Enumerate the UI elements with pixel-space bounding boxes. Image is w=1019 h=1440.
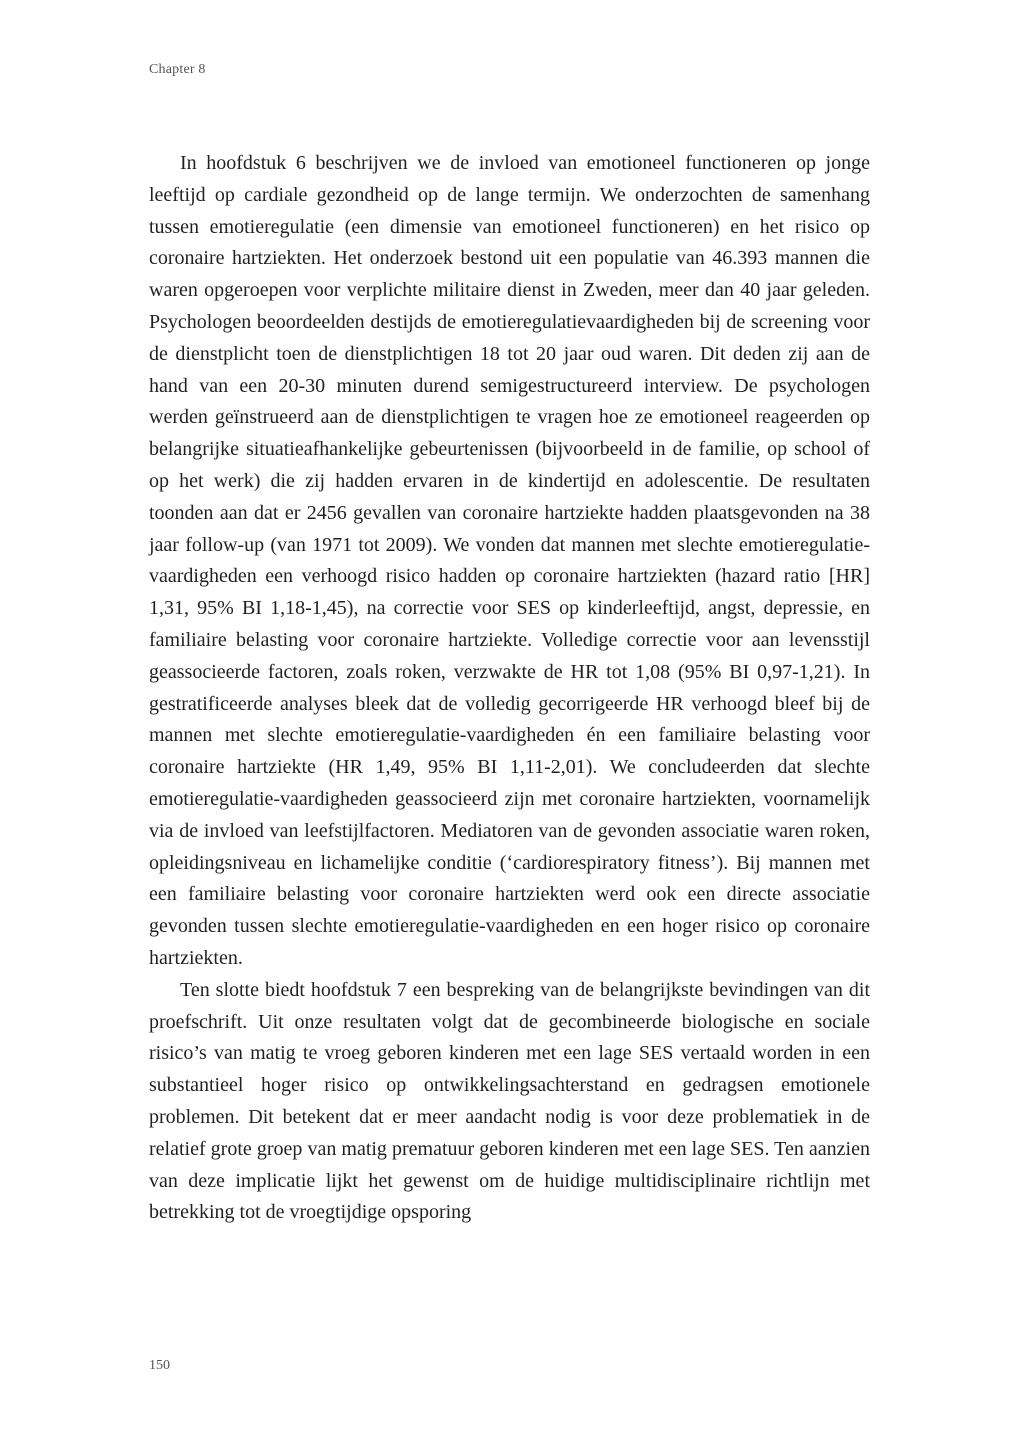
- paragraph-chapter-7-summary: Ten slotte biedt hoofdstuk 7 een bespreking van de belangrijkste bevindingen van dit proefschrift. Uit onze resultaten volgt dat de gecombineerde biologische en sociale risico’s van matig te vroeg geboren kinderen met een lage SES vertaald worden in een substantieel hoger risico op ontwikkelingsachterstand en gedragsen emotionele problemen. Dit betekent dat er meer aandacht nodig is voor deze problematiek in de relatief grote groep van matig prematuur geboren kinderen met een lage SES. Ten aanzien van deze implicatie lijkt het gewenst om de huidige multidisciplinaire richtlijn met betrekking tot de vroegtijdige opsporing: [149, 978, 870, 1224]
- body-text: [149, 148, 870, 1229]
- paragraph-chapter-6-summary: In hoofdstuk 6 beschrijven we de invloed van emotioneel functioneren op jonge leeftijd op cardiale gezondheid op de lange termijn. We onderzochten de samenhang tussen emotieregulatie (een dimensie van emotioneel functioneren) en het risico op coronaire hartziekten. Het onderzoek bestond uit een populatie van 46.393 mannen die waren opgeroepen voor verplichte militaire dienst in Zweden, meer dan 40 jaar geleden. Psychologen beoordeelden destijds de emotieregulatievaardigheden bij de screening voor de dienstplicht toen de dienstplichtigen 18 tot 20 jaar oud waren. Dit deden zij aan de hand van een 20-30 minuten durend semigestructureerd interview. De psychologen werden geïnstrueerd aan de dienstplichtigen te vragen hoe ze emotioneel reageerden op belangrijke situatieafhankelijke gebeurtenissen (bijvoorbeeld in de familie, op school of op het werk) die zij hadden ervaren in de kindertijd en adolescentie. De resultaten toonden aan dat er 2456 gevallen van coronaire hartziekte hadden plaatsgevonden na 38 jaar follow-up (van 1971 tot 2009). We vonden dat mannen met slechte emotieregulatievaardigheden een verhoogd risico hadden op coronaire hartziekten (hazard ratio [HR] 1,31, 95% BI 1,18-1,45), na correctie voor SES op kinderleeftijd, angst, depressie, en familiaire belasting voor coronaire hartziekte. Volledige correctie voor aan levensstijl geassocieerde factoren, zoals roken, verzwakte de HR tot 1,08 (95% BI 0,97-1,21). In gestratificeerde analyses bleek dat de volledig gecorrigeerde HR verhoogd bleef bij de mannen met slechte emotieregulatie-vaardigheden én een familiaire belasting voor coronaire hartziekte (HR 1,49, 95% BI 1,11-2,01). We concludeerden dat slechte emotieregulatie-vaardigheden geassocieerd zijn met coronaire hartziekten, voornamelijk via de invloed van leefstijlfactoren. Mediatoren van de gevonden associatie waren roken, opleidingsniveau en lichamelijke conditie (‘cardiorespiratory fitness’). Bij mannen met een familiaire belasting voor coronaire hartziekten werd ook een directe associatie gevonden tussen slechte emotieregulatie-vaardigheden en een hoger risico op coronaire hartziekten.: [149, 152, 870, 969]
- page-number: 150: [149, 1358, 170, 1373]
- running-head: Chapter 8: [149, 62, 206, 77]
